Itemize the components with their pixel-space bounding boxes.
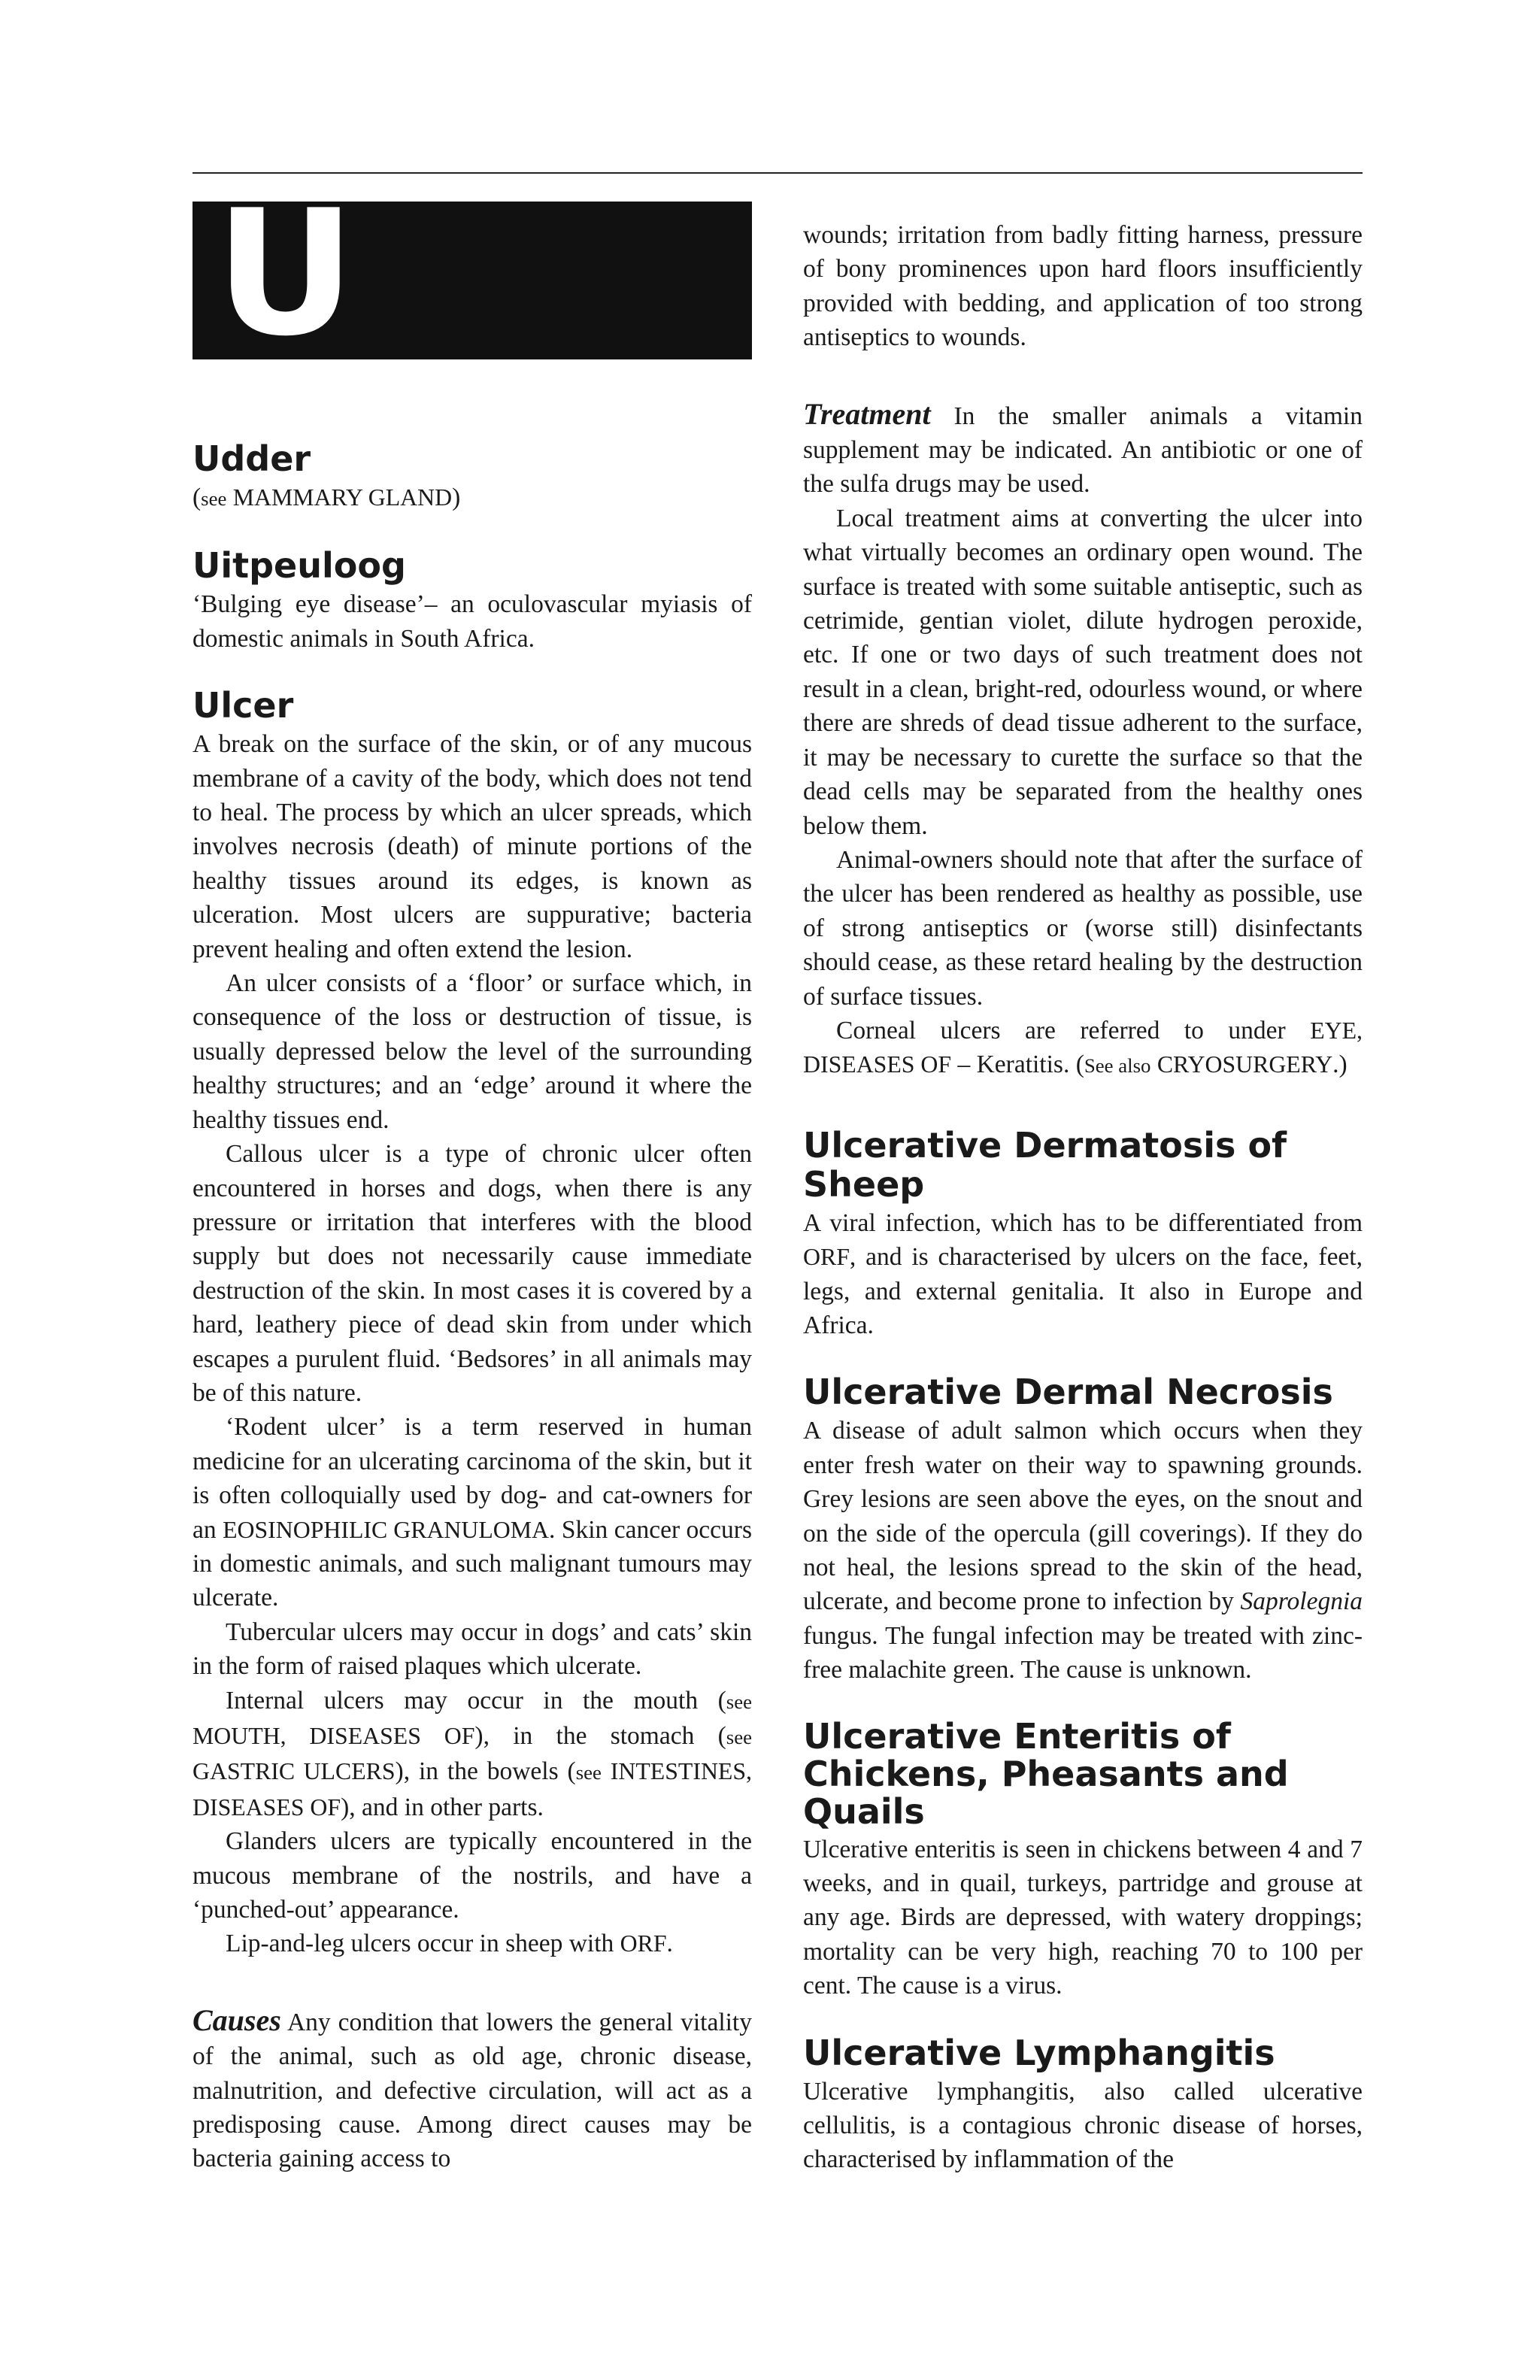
ulcer-p7: Glanders ulcers are typically encountered in the mucous membrane of the nostrils, and have a ‘punched-out’ appearance. (192, 1827, 752, 1924)
entry-title-dermal-necrosis: Ulcerative Dermal Necrosis (803, 1372, 1333, 1413)
subheading-treatment: Treatment (803, 396, 931, 431)
ulcer-treatment: Treatment In the smaller animals a vitamin supplement may be indicated. An antibiotic or one of the sulfa drugs may be used. (803, 396, 1363, 499)
ulcer-causes: Causes Any condition that lowers the general vitality of the animal, such as old age, chronic disease, malnutrition, and defective circulation, will act as a predisposing cause. Among direct causes may be bacteria gaining access to (192, 2003, 752, 2173)
crossref-link[interactable]: EOSINOPHILIC GRANULOMA (223, 1516, 550, 1543)
left-column (192, 174, 753, 2206)
subheading-causes: Causes (192, 2003, 281, 2037)
crossref-link[interactable]: EYE, DISEASES OF (803, 1017, 1363, 1078)
ulcer-p2: An ulcer consists of a ‘floor’ or surface which, in consequence of the loss or destruction of tissue, is usually depressed below the level of the surrounding healthy structures; and an ‘edge’ around it where the healthy tissues end. (192, 969, 752, 1134)
entry-title-dermatosis: Ulcerative Dermatosis of Sheep (803, 1124, 1287, 1205)
entry-ulcerative-dermal-necrosis (803, 1372, 1363, 1687)
ulcer-p5: Tubercular ulcers may occur in dogs’ and cats’ skin in the form of raised plaques which ulcerate. (192, 1617, 752, 1681)
entry-ulcerative-lymphangitis (803, 2033, 1363, 2177)
uitpeuloog-text: ‘Bulging eye disease’– an oculovascular myiasis of domestic animals in South Africa. (192, 590, 752, 653)
dermatosis-text: A viral infection, which has to be differentiated from ORF, and is characterised by ulcers on the face, feet, legs, and external genitalia. It also in Europe and Africa. (803, 1208, 1363, 1339)
species-name: Saprolegnia (1240, 1587, 1363, 1616)
crossref-link[interactable]: ORF (620, 1930, 667, 1957)
enteritis-text: Ulcerative enteritis is seen in chickens between 4 and 7 weeks, and in quail, turkeys, partridge and grouse at any age. Birds are depressed, with watery droppings; mortality can be very high, reaching 70 to 100 per cent. The cause is a virus. (803, 1835, 1363, 2000)
right-column (803, 218, 1363, 2207)
entry-title-ulcer: Ulcer (192, 685, 294, 726)
entry-ulcerative-enteritis (803, 1715, 1363, 2003)
udder-crossref: (see MAMMARY GLAND) (192, 484, 461, 511)
section-letter-block (192, 174, 752, 374)
treatment-p4: Corneal ulcers are referred to under EYE, DISEASES OF – Keratitis. (See also CRYOSURGERY.) (803, 1016, 1363, 1079)
entry-title-uitpeuloog: Uitpeuloog (192, 545, 406, 587)
ulcer-p1: A break on the surface of the skin, or of any mucous membrane of a cavity of the body, which does not tend to heal. The process by which an ulcer spreads, which involves necrosis (death) of minute portions of the healthy tissues around its edges, is known as ulceration. Most ulcers are suppurative; bacteria prevent healing and often extend the lesion. (192, 730, 752, 963)
section-letter: U (215, 174, 356, 374)
ulcer-causes-continued: wounds; irritation from badly fitting harness, pressure of bony prominences upon hard floors insufficiently provided with bedding, and application of too strong antiseptics to wounds. (803, 221, 1363, 352)
ulcer-p8: Lip-and-leg ulcers occur in sheep with ORF. (226, 1930, 673, 1958)
ulcer-p6: Internal ulcers may occur in the mouth (see MOUTH, DISEASES OF), in the stomach (see GASTRIC ULCERS), in the bowels (see INTESTINES, DISEASES OF), and in other parts. (192, 1686, 753, 1821)
entry-ulcerative-dermatosis-of-sheep (803, 1126, 1363, 1343)
crossref-link[interactable]: ORF (803, 1244, 850, 1271)
ulcer-p3: Callous ulcer is a type of chronic ulcer often encountered in horses and dogs, when there is any pressure or irritation that interferes with the blood supply but does not necessarily cause immediate destruction of the skin. In most cases it is covered by a hard, leathery piece of dead skin from under which escapes a purulent fluid. ‘Bedsores’ in all animals may be of this nature. (192, 1140, 752, 1407)
entry-uitpeuloog (192, 546, 752, 656)
entry-title-enteritis: Ulcerative Enteritis of Chickens, Pheasants and Quails (803, 1715, 1289, 1832)
crossref-link[interactable]: GASTRIC ULCERS (192, 1758, 396, 1785)
crossref-link[interactable]: INTESTINES, DISEASES OF (192, 1758, 753, 1821)
entry-title-udder: Udder (192, 438, 311, 479)
dermal-necrosis-text: A disease of adult salmon which occurs when they enter fresh water on their way to spawning grounds. Grey lesions are seen above the eyes, on the snout and on the side of the opercula (gill coverings). If they do not heal, the lesions spread to the skin of the head, ulcerate, and become prone to infection by Saprolegnia fungus. The fungal infection may be treated with zinc-free malachite green. The cause is unknown. (803, 1417, 1363, 1684)
ulcer-p4: ‘Rodent ulcer’ is a term reserved in human medicine for an ulcerating carcinoma of the skin, but it is often colloquially used by dog- and cat-owners for an EOSINOPHILIC GRANULOMA. Skin cancer occurs in domestic animals, and such malignant tumours may ulcerate. (192, 1413, 752, 1612)
crossref-link[interactable]: MAMMARY GLAND (232, 484, 453, 511)
crossref-link[interactable]: MOUTH, DISEASES OF (192, 1723, 475, 1749)
entry-udder (192, 439, 752, 516)
top-rule (192, 172, 1363, 174)
entry-title-lymphangitis: Ulcerative Lymphangitis (803, 2032, 1275, 2073)
treatment-p2: Local treatment aims at converting the ulcer into what virtually becomes an ordinary open wound. The surface is treated with some suitable antiseptic, such as cetrimide, gentian violet, dilute hydrogen peroxide, etc. If one or two days of such treatment does not result in a clean, bright-red, odourless wound, or where there are shreds of dead tissue adherent to the surface, it may be necessary to curette the surface so that the dead cells may be separated from the healthy ones below them. (803, 504, 1363, 840)
crossref-link[interactable]: CRYOSURGERY (1157, 1051, 1333, 1078)
lymphangitis-text: Ulcerative lymphangitis, also called ulcerative cellulitis, is a contagious chronic disease of horses, characterised by inflammation of the (803, 2077, 1363, 2174)
entry-ulcer (192, 686, 752, 2176)
treatment-p3: Animal-owners should note that after the surface of the ulcer has been rendered as healthy as possible, use of strong antiseptics or (worse still) disinfectants should cease, as these retard healing by the destruction of surface tissues. (803, 845, 1363, 1011)
